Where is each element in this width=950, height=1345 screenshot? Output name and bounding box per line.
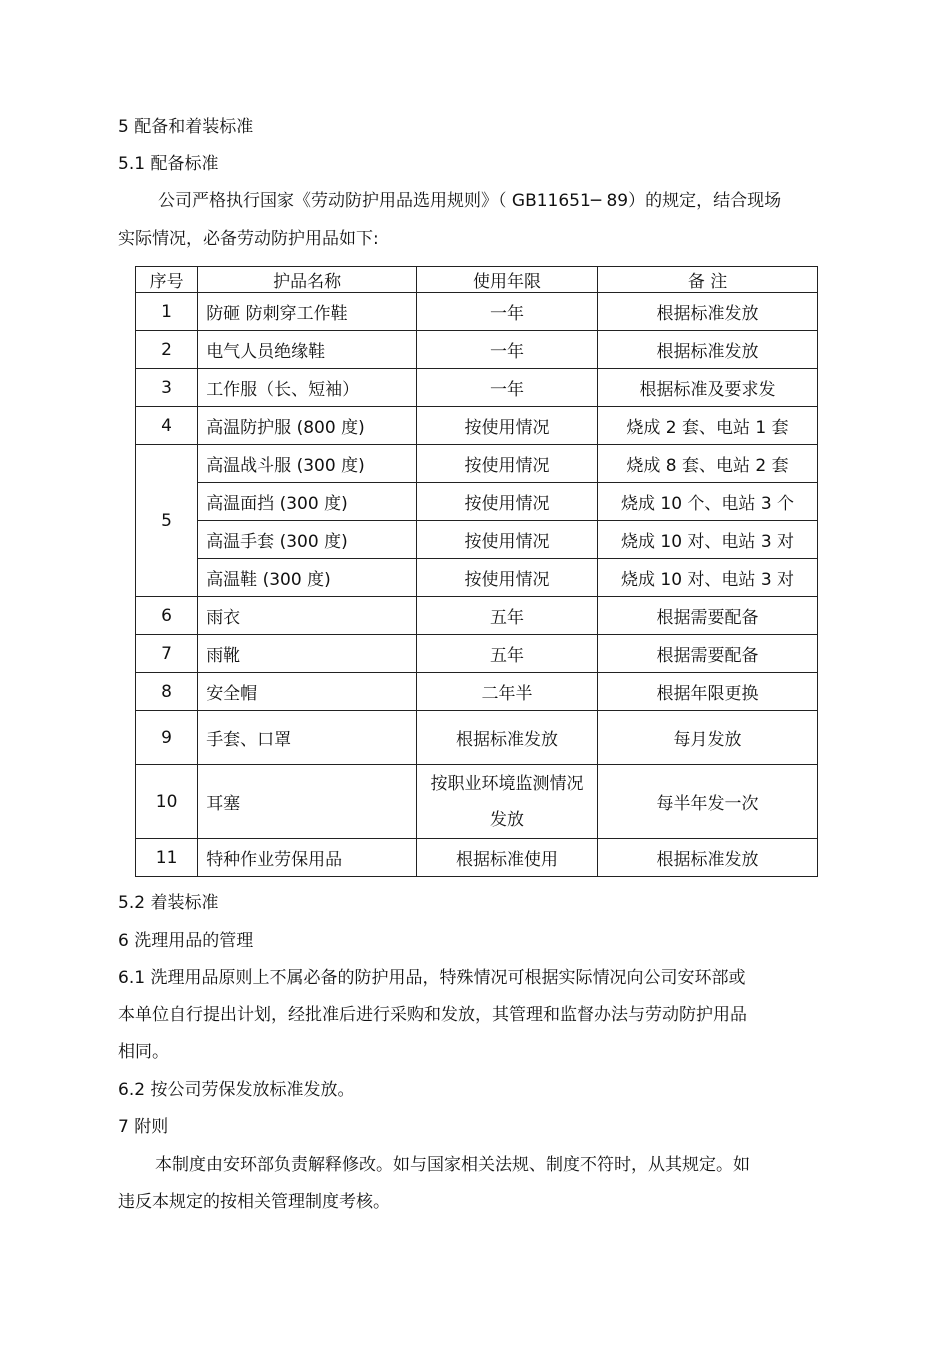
cell-name: 雨靴	[198, 635, 417, 673]
table-row	[136, 483, 818, 521]
cell-years: 一年	[417, 369, 598, 407]
cell-name: 特种作业劳保用品	[198, 839, 417, 877]
cell-note: 每半年发一次	[598, 765, 818, 839]
cell-years: 一年	[417, 331, 598, 369]
cell-name: 高温手套 (300 度)	[198, 521, 417, 559]
section-6-title: 6 洗理用品的管理	[118, 931, 254, 951]
section-5-1-paragraph-line1: 公司严格执行国家《劳动防护用品选用规则》（ GB11651─ 89）的规定，结合现场	[158, 191, 782, 211]
cell-no: 5	[136, 445, 198, 597]
cell-note: 根据需要配备	[598, 597, 818, 635]
ppe-standard-table	[135, 266, 818, 877]
table-row	[136, 331, 818, 369]
header-item-name: 护品名称	[198, 267, 417, 293]
section-7-title: 7 附则	[118, 1117, 169, 1137]
cell-years: 按职业环境监测情况发放	[417, 765, 598, 839]
cell-note: 根据标准发放	[598, 331, 818, 369]
cell-years: 五年	[417, 635, 598, 673]
table-row	[136, 293, 818, 331]
section-6-1-line1: 6.1 洗理用品原则上不属必备的防护用品，特殊情况可根据实际情况向公司安环部或	[118, 968, 746, 988]
cell-name: 工作服（长、短袖）	[198, 369, 417, 407]
table-row	[136, 559, 818, 597]
table-row	[136, 635, 818, 673]
section-6-2: 6.2 按公司劳保发放标准发放。	[118, 1080, 355, 1100]
table-row	[136, 765, 818, 839]
cell-note: 烧成 10 对、电站 3 对	[598, 559, 818, 597]
cell-name: 手套、口罩	[198, 711, 417, 765]
cell-name: 耳塞	[198, 765, 417, 839]
cell-years: 按使用情况	[417, 483, 598, 521]
table-row	[136, 407, 818, 445]
cell-years: 按使用情况	[417, 445, 598, 483]
cell-name: 安全帽	[198, 673, 417, 711]
header-remarks: 备 注	[598, 267, 818, 293]
table-row	[136, 521, 818, 559]
cell-years: 按使用情况	[417, 521, 598, 559]
cell-name: 高温鞋 (300 度)	[198, 559, 417, 597]
cell-no: 6	[136, 597, 198, 635]
cell-name: 高温防护服 (800 度)	[198, 407, 417, 445]
cell-no: 3	[136, 369, 198, 407]
cell-name: 雨衣	[198, 597, 417, 635]
cell-no: 8	[136, 673, 198, 711]
cell-years: 二年半	[417, 673, 598, 711]
section-6-1-line3: 相同。	[118, 1042, 169, 1062]
table-row	[136, 369, 818, 407]
cell-no: 7	[136, 635, 198, 673]
cell-no: 11	[136, 839, 198, 877]
cell-note: 根据标准发放	[598, 839, 818, 877]
cell-years: 根据标准发放	[417, 711, 598, 765]
cell-note: 烧成 10 对、电站 3 对	[598, 521, 818, 559]
cell-years: 一年	[417, 293, 598, 331]
cell-years: 根据标准使用	[417, 839, 598, 877]
cell-years: 按使用情况	[417, 407, 598, 445]
cell-note: 根据标准及要求发	[598, 369, 818, 407]
cell-years: 按使用情况	[417, 559, 598, 597]
section-5-1-title: 5.1 配备标准	[118, 154, 219, 174]
cell-note: 根据标准发放	[598, 293, 818, 331]
header-service-life: 使用年限	[417, 267, 598, 293]
cell-years: 五年	[417, 597, 598, 635]
section-5-2-title: 5.2 着装标准	[118, 893, 219, 913]
cell-note: 每月发放	[598, 711, 818, 765]
cell-name: 高温战斗服 (300 度)	[198, 445, 417, 483]
cell-note: 烧成 2 套、电站 1 套	[598, 407, 818, 445]
section-5-1-paragraph-line2: 实际情况，必备劳动防护用品如下:	[118, 229, 379, 249]
cell-name: 电气人员绝缘鞋	[198, 331, 417, 369]
cell-name: 高温面挡 (300 度)	[198, 483, 417, 521]
section-7-paragraph-line1: 本制度由安环部负责解释修改。如与国家相关法规、制度不符时，从其规定。如	[155, 1155, 750, 1175]
cell-note: 根据年限更换	[598, 673, 818, 711]
cell-no: 10	[136, 765, 198, 839]
cell-note: 烧成 8 套、电站 2 套	[598, 445, 818, 483]
cell-no: 9	[136, 711, 198, 765]
section-5-title: 5 配备和着装标准	[118, 117, 254, 137]
table-row	[136, 711, 818, 765]
table-row	[136, 445, 818, 483]
section-7-paragraph-line2: 违反本规定的按相关管理制度考核。	[118, 1192, 390, 1212]
table-row	[136, 839, 818, 877]
cell-no: 1	[136, 293, 198, 331]
cell-no: 2	[136, 331, 198, 369]
cell-note: 烧成 10 个、电站 3 个	[598, 483, 818, 521]
cell-note: 根据需要配备	[598, 635, 818, 673]
table-row	[136, 597, 818, 635]
table-row	[136, 673, 818, 711]
section-6-1-line2: 本单位自行提出计划，经批准后进行采购和发放，其管理和监督办法与劳动防护用品	[118, 1005, 747, 1025]
cell-name: 防砸 防刺穿工作鞋	[198, 293, 417, 331]
header-no: 序号	[136, 267, 198, 293]
cell-no: 4	[136, 407, 198, 445]
table-header-row	[136, 267, 818, 293]
